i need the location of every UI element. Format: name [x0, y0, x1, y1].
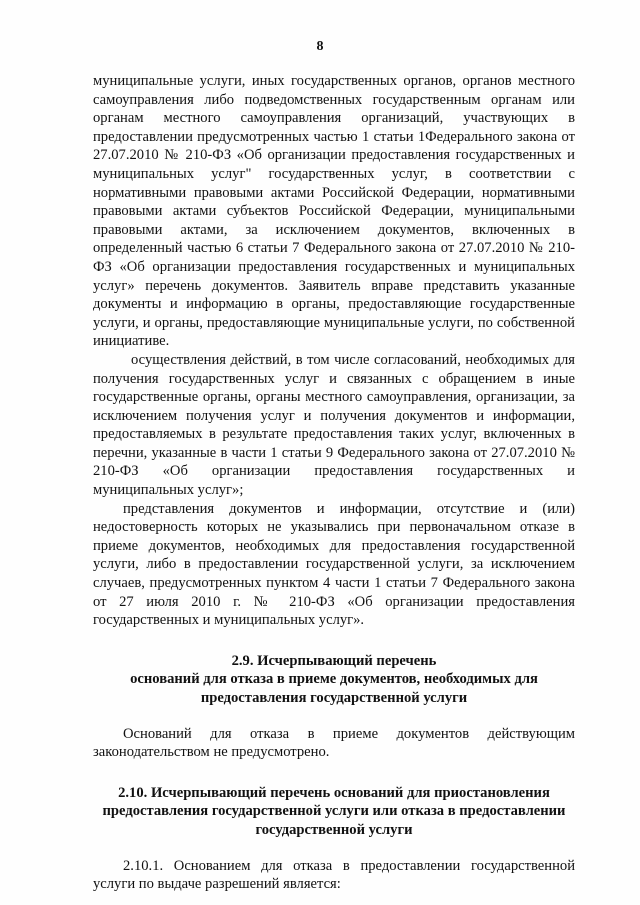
document-body [93, 72, 575, 894]
heading-line: предоставления государственной услуги [200, 690, 468, 706]
paragraph-2-10-1: 2.10.1. Основанием для отказа в предоставлении государственной услуги по выдаче разрешений является: [93, 857, 575, 893]
heading-line: 2.10. Исчерпывающий перечень оснований для приостановления [118, 784, 550, 801]
section-heading-2-10 [93, 784, 575, 840]
section-heading-2-9 [93, 652, 575, 708]
paragraph-continuation: муниципальные услуги, иных государственных органов, органов местного самоуправления либо подведомственных государственным органам или органам местного самоуправления организаций, участвующих в предоставлении предусмотренных частью 1 статьи 1Федерального закона от 27.07.2010 № 210-ФЗ «Об организации предоставления государственных и муниципальных услуг" государственных услуг, в соответствии с нормативными правовыми актами Российской Федерации, нормативными правовыми актами субъектов Российской Федерации, муниципальными правовыми актами, за исключением документов, включенных в определенный частью 6 статьи 7 Федерального закона от 27.07.2010 № 210-ФЗ «Об организации предоставления государственных и муниципальных услуг» перечень документов. Заявитель вправе представить указанные документы и информацию в органы, предоставляющие государственные услуги, и органы, предоставляющие муниципальные услуги, по собственной инициативе. [93, 73, 575, 350]
paragraph-no-grounds: Оснований для отказа в приеме документов действующим законодательством не предусмотрено. [93, 725, 575, 761]
heading-line: государственной услуги [255, 821, 413, 838]
paragraph-actions: осуществления действий, в том числе согласований, необходимых для получения государственных услуг и связанных с обращением в иные государственные органы, органы местного самоуправления, организации, за исключением получения услуг и получения документов и информации, предоставляемых в результате предоставления таких услуг, включенных в перечни, указанные в части 1 статьи 9 Федерального закона от 27.07.2010 № 210-ФЗ «Об организации предоставления государственных и муниципальных услуг»; [93, 351, 575, 499]
page-number: 8 [316, 39, 324, 54]
paragraph-documents: представления документов и информации, отсутствие и (или) недостоверность которых не указывались при первоначальном отказе в приеме документов, необходимых для предоставления государственной услуги, либо в предоставлении государственной услуги, за исключением случаев, предусмотренных пунктом 4 части 1 статьи 7 Федерального закона от 27 июля 2010 г. № 210-ФЗ «Об организации предоставления государственных и муниципальных услуг». [93, 500, 575, 629]
heading-line: предоставления государственной услуги или отказа в предоставлении [102, 803, 566, 820]
heading-line: 2.9. Исчерпывающий перечень [231, 652, 437, 669]
heading-line: оснований для отказа в приеме документов, необходимых для [130, 671, 538, 688]
